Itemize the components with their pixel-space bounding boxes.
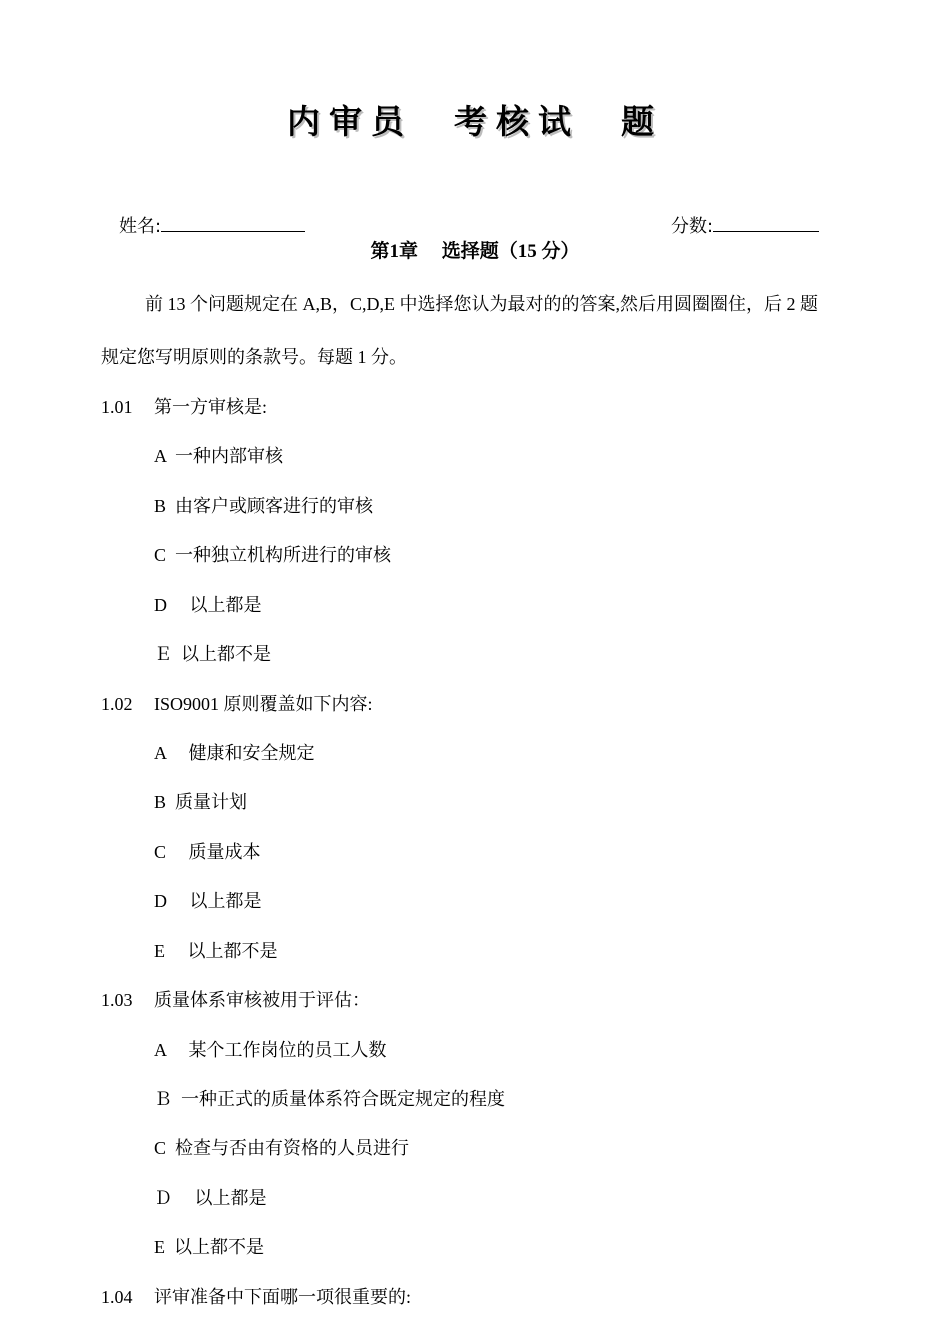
option-d[interactable]: D 以上都是	[154, 595, 262, 615]
question-number: 1.01	[101, 397, 133, 417]
question-text: 质量体系审核被用于评估：	[154, 990, 370, 1010]
option-d[interactable]: Ｄ 以上都是	[154, 1188, 267, 1208]
question-text: ISO9001 原则覆盖如下内容:	[154, 694, 373, 714]
score-blank[interactable]	[713, 212, 819, 232]
option-a[interactable]: A 一种内部审核	[154, 446, 284, 466]
option-e[interactable]: E 以上都不是	[154, 941, 278, 961]
score-label: 分数:	[671, 216, 714, 237]
chapter-heading: 第1章 选择题（15 分）	[370, 241, 580, 262]
option-b[interactable]: Ｂ 一种正式的质量体系符合既定规定的程度	[154, 1089, 505, 1109]
question-number: 1.02	[101, 694, 133, 714]
question-text: 评审准备中下面哪一项很重要的:	[154, 1287, 411, 1307]
option-c[interactable]: C 质量成本	[154, 842, 261, 862]
name-blank[interactable]	[161, 212, 305, 232]
option-c[interactable]: C 检查与否由有资格的人员进行	[154, 1138, 410, 1158]
question-number: 1.04	[101, 1287, 133, 1307]
option-d[interactable]: D 以上都是	[154, 891, 262, 911]
option-a[interactable]: A 某个工作岗位的员工人数	[154, 1040, 387, 1060]
instructions-line-1: 前 13 个问题规定在 A,B，C,D,E 中选择您认为最对的的答案,然后用圆圈圈住，后 2 题	[145, 294, 819, 314]
option-c[interactable]: C 一种独立机构所进行的审核	[154, 545, 392, 565]
instructions-line-2: 规定您写明原则的条款号。每题 1 分。	[101, 347, 407, 367]
question-number: 1.03	[101, 990, 133, 1010]
option-a[interactable]: A 健康和安全规定	[154, 743, 315, 763]
question-text: 第一方审核是:	[154, 397, 268, 417]
option-b[interactable]: B 由客户或顾客进行的审核	[154, 496, 374, 516]
option-e[interactable]: E 以上都不是	[154, 1237, 264, 1257]
exam-title: 内审员 考核试 题	[287, 102, 663, 141]
option-b[interactable]: B 质量计划	[154, 792, 248, 812]
option-e[interactable]: Ｅ 以上都不是	[154, 644, 271, 664]
name-label: 姓名:	[119, 216, 162, 237]
